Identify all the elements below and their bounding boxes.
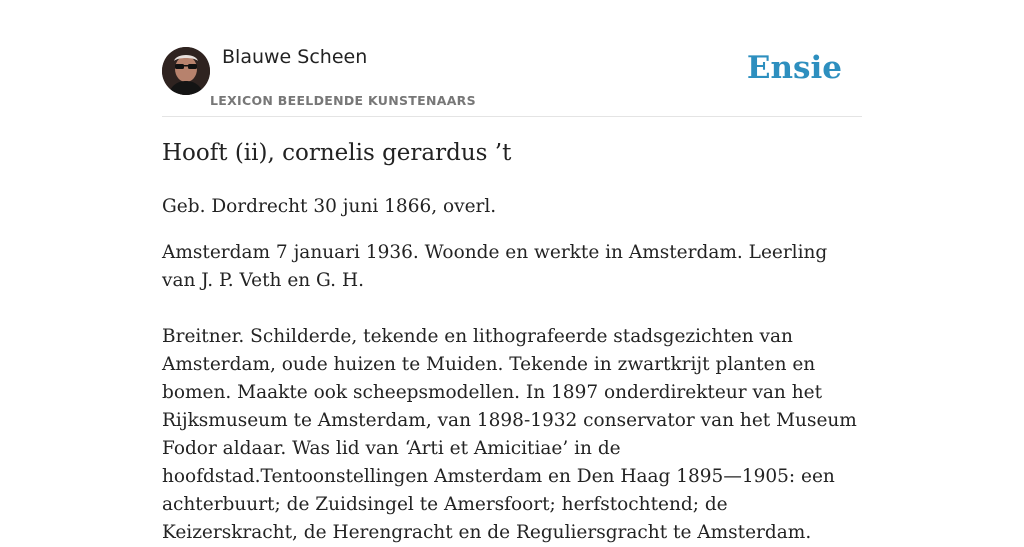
article-paragraph-1: Geb. Dordrecht 30 juni 1866, overl. bbox=[162, 196, 497, 217]
header bbox=[162, 0, 862, 117]
article-paragraph-2: Amsterdam 7 januari 1936. Woonde en werkte in Amsterdam. Leerling van J. P. Veth en G. H. bbox=[162, 242, 828, 291]
author-name[interactable]: Blauwe Scheen bbox=[222, 46, 368, 68]
author-avatar[interactable] bbox=[162, 47, 210, 95]
lexicon-subtitle[interactable]: LEXICON BEELDENDE KUNSTENAARS bbox=[210, 93, 476, 108]
article-title: Hooft (ii), cornelis gerardus ’t bbox=[162, 140, 512, 166]
avatar-portrait-icon bbox=[162, 47, 210, 95]
article-paragraph-3: Breitner. Schilderde, tekende en lithografeerde stadsgezichten van Amsterdam, oude huizen te Muiden. Tekende in zwartkrijt planten en bomen. Maakte ook scheepsmodellen. In 1897 onderdirekteur van het Rijksmuseum te Amsterdam, van 1898-1932 conservator van het Museum Fodor aldaar. Was lid van ‘Arti et Amicitiae’ in de hoofdstad.Tentoonstellingen Amsterdam en Den Haag 1895—1905: een achterbuurt; de Zuidsingel te Amersfoort; herfstochtend; de Keizerskracht, de Herengracht en de Reguliersgracht te Amsterdam. bbox=[162, 326, 857, 543]
brand-logo[interactable]: Ensie bbox=[746, 50, 842, 86]
page bbox=[162, 0, 862, 543]
